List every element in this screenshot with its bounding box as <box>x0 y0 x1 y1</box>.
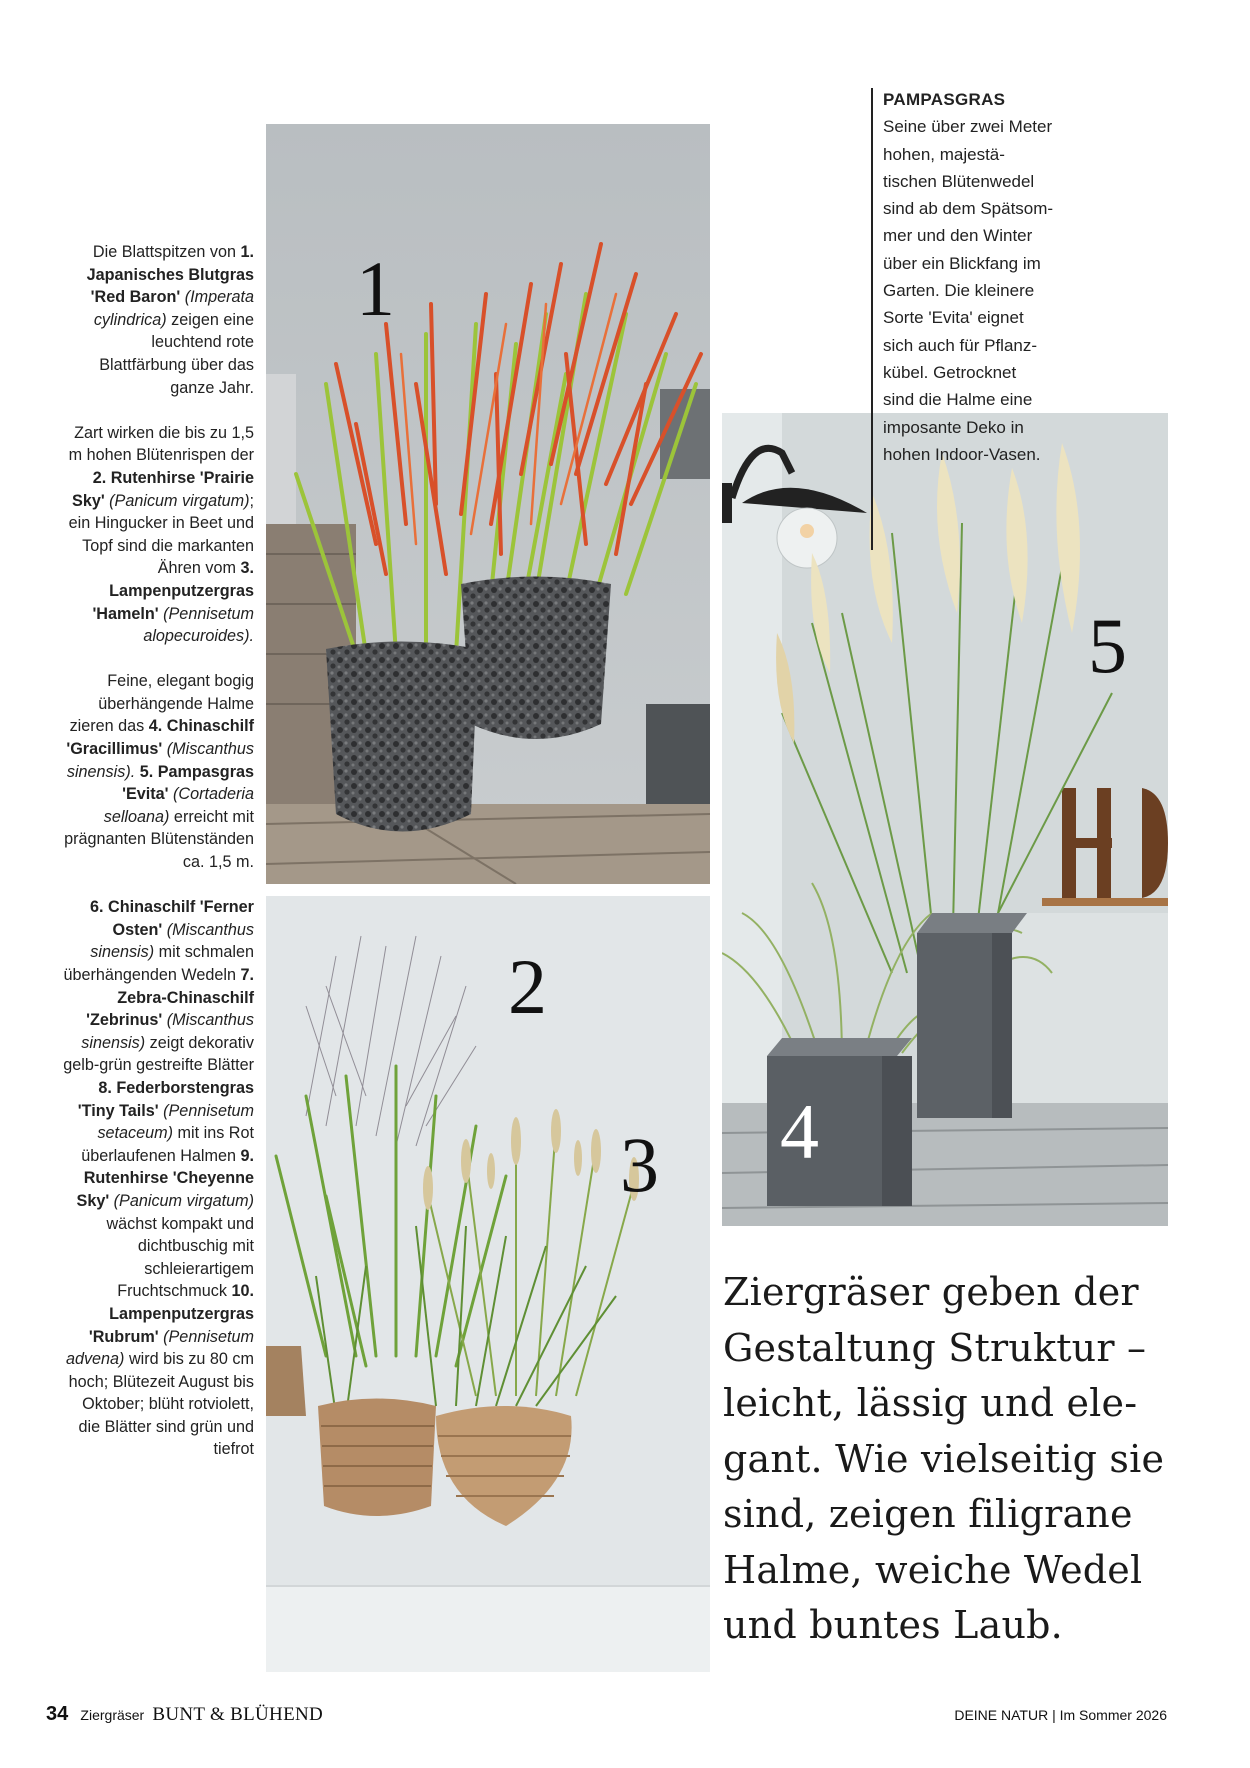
plant-captions <box>60 241 254 1484</box>
sidebar-line: imposante Deko in <box>883 417 1024 437</box>
footer-left <box>46 1703 323 1726</box>
photo-number-5: 5 <box>1088 602 1127 689</box>
photo-number-4: 4 <box>780 1088 819 1175</box>
plant-name: 3. Lampenputzergras 'Hameln' <box>92 559 254 623</box>
plant-name: 6. Chinaschilf 'Ferner Osten' <box>90 898 254 939</box>
botanical-name: (Miscanthus sinensis) <box>90 920 254 962</box>
sidebar-line: Sorte 'Evita' eignet <box>883 308 1024 328</box>
page-number: 34 <box>46 1703 69 1725</box>
quote-line: leicht, lässig und ele- <box>723 1381 1138 1425</box>
pull-quote <box>723 1265 1193 1654</box>
caption-paragraph <box>60 670 254 873</box>
botanical-name: (Cortaderia selloana) <box>103 785 254 826</box>
botanical-name: (Panicum virgatum) <box>104 491 250 510</box>
botanical-name: (Pennisetum alopecuroides). <box>143 604 254 646</box>
botanical-name: (Imperata cylindrica) <box>93 288 254 329</box>
rutenhirse-photo-illustration <box>266 896 710 1672</box>
caption-text: zeigt dekorativ gelb-grün gestreifte Blätter <box>63 1033 254 1075</box>
sidebar-line: sind ab dem Spätsom- <box>883 199 1054 219</box>
caption-text: Feine, elegant bogig überhängende Halme zieren das <box>69 672 254 736</box>
plant-name: 4. Chinaschilf 'Gracillimus' <box>66 717 254 759</box>
plant-name: 9. Rutenhirse 'Cheyenne Sky' <box>76 1146 254 1210</box>
photo-rutenhirse-lampenputzergras <box>266 896 710 1672</box>
caption-text: zeigen eine leuchtend rote Blattfärbung über das ganze Jahr. <box>99 310 254 397</box>
botanical-name: (Panicum virgatum) <box>109 1191 254 1210</box>
footer-section-title: BUNT & BLÜHEND <box>152 1704 324 1725</box>
photo-number-2: 2 <box>508 943 547 1030</box>
botanical-name: (Miscanthus sinensis) <box>81 1011 254 1052</box>
sidebar-line: kübel. Getrocknet <box>883 362 1017 382</box>
sidebar-divider <box>871 88 873 550</box>
quote-line: Gestaltung Struktur – <box>723 1325 1147 1370</box>
sidebar-line: tischen Blütenwedel <box>883 171 1035 191</box>
plant-name: 2. Rutenhirse 'Prairie Sky' <box>72 468 254 510</box>
quote-line: gant. Wie vielseitig sie <box>723 1436 1165 1481</box>
quote-line: und buntes Laub. <box>723 1603 1063 1647</box>
sidebar-line: Garten. Die kleinere <box>883 281 1035 301</box>
caption-text: mit schmalen überhängenden Wedeln <box>63 943 254 984</box>
blutgras-photo-illustration <box>266 124 710 884</box>
caption-paragraph <box>60 241 254 399</box>
sidebar-line: Seine über zwei Meter <box>883 117 1053 137</box>
sidebar-line: sind die Halme eine <box>883 390 1033 410</box>
caption-text: wird bis zu 80 cm hoch; Blütezeit August bis Oktober; blüht rotviolett, die Blätter sind grün und tiefrot <box>68 1350 254 1459</box>
botanical-name: (Pennisetum advena) <box>65 1327 254 1369</box>
caption-text: ; ein Hingucker in Beet und Topf sind die markanten Ähren vom <box>68 491 254 578</box>
footer-section: Ziergräser <box>80 1707 145 1723</box>
caption-text: wächst kompakt und dichtbuschig mit schleierartigem Fruchtschmuck <box>106 1214 254 1301</box>
sidebar-line: hohen, majestä- <box>883 144 1005 164</box>
plant-name: 10. Lampenputzergras 'Rubrum' <box>88 1282 254 1346</box>
sidebar-line: hohen Indoor-Vasen. <box>883 444 1041 464</box>
plant-name: 7. Zebra-Chinaschilf 'Zebrinus' <box>86 966 254 1030</box>
photo-number-3: 3 <box>620 1121 659 1208</box>
sidebar-line: über ein Blickfang im <box>883 253 1041 273</box>
botanical-name: (Miscanthus sinensis). <box>66 740 254 781</box>
photo-number-1: 1 <box>356 245 395 332</box>
caption-text: erreicht mit prägnanten Blütenständen ca. 1,5 m. <box>64 807 254 872</box>
photo-blutgras <box>266 124 710 884</box>
quote-line: sind, zeigen filigrane <box>723 1492 1133 1536</box>
plant-name: 1. Japanisches Blutgras 'Red Baron' <box>86 243 254 307</box>
pampasgras-sidebar <box>883 86 1083 468</box>
quote-line: Ziergräser geben der <box>723 1270 1139 1314</box>
caption-text: Zart wirken die bis zu 1,5 m hohen Blütenrispen der <box>68 423 254 465</box>
botanical-name: (Pennisetum setaceum) <box>97 1101 254 1143</box>
caption-paragraph <box>60 896 254 1461</box>
sidebar-line: mer und den Winter <box>883 226 1033 246</box>
plant-name: 8. Federborstengras 'Tiny Tails' <box>77 1078 254 1120</box>
plant-name: 5. Pampasgras 'Evita' <box>122 762 254 804</box>
quote-line: Halme, weiche Wedel <box>723 1547 1143 1592</box>
caption-paragraph <box>60 422 254 648</box>
photo-pampasgras-chinaschilf <box>722 413 1168 1226</box>
caption-text: Die Blattspitzen von <box>92 243 241 261</box>
sidebar-title: PAMPASGRAS <box>883 90 1006 109</box>
sidebar-line: sich auch für Pflanz- <box>883 335 1038 355</box>
caption-text: mit ins Rot überlaufenen Halmen <box>81 1124 254 1165</box>
footer-publication: DEINE NATUR | Im Sommer 2026 <box>954 1707 1167 1723</box>
